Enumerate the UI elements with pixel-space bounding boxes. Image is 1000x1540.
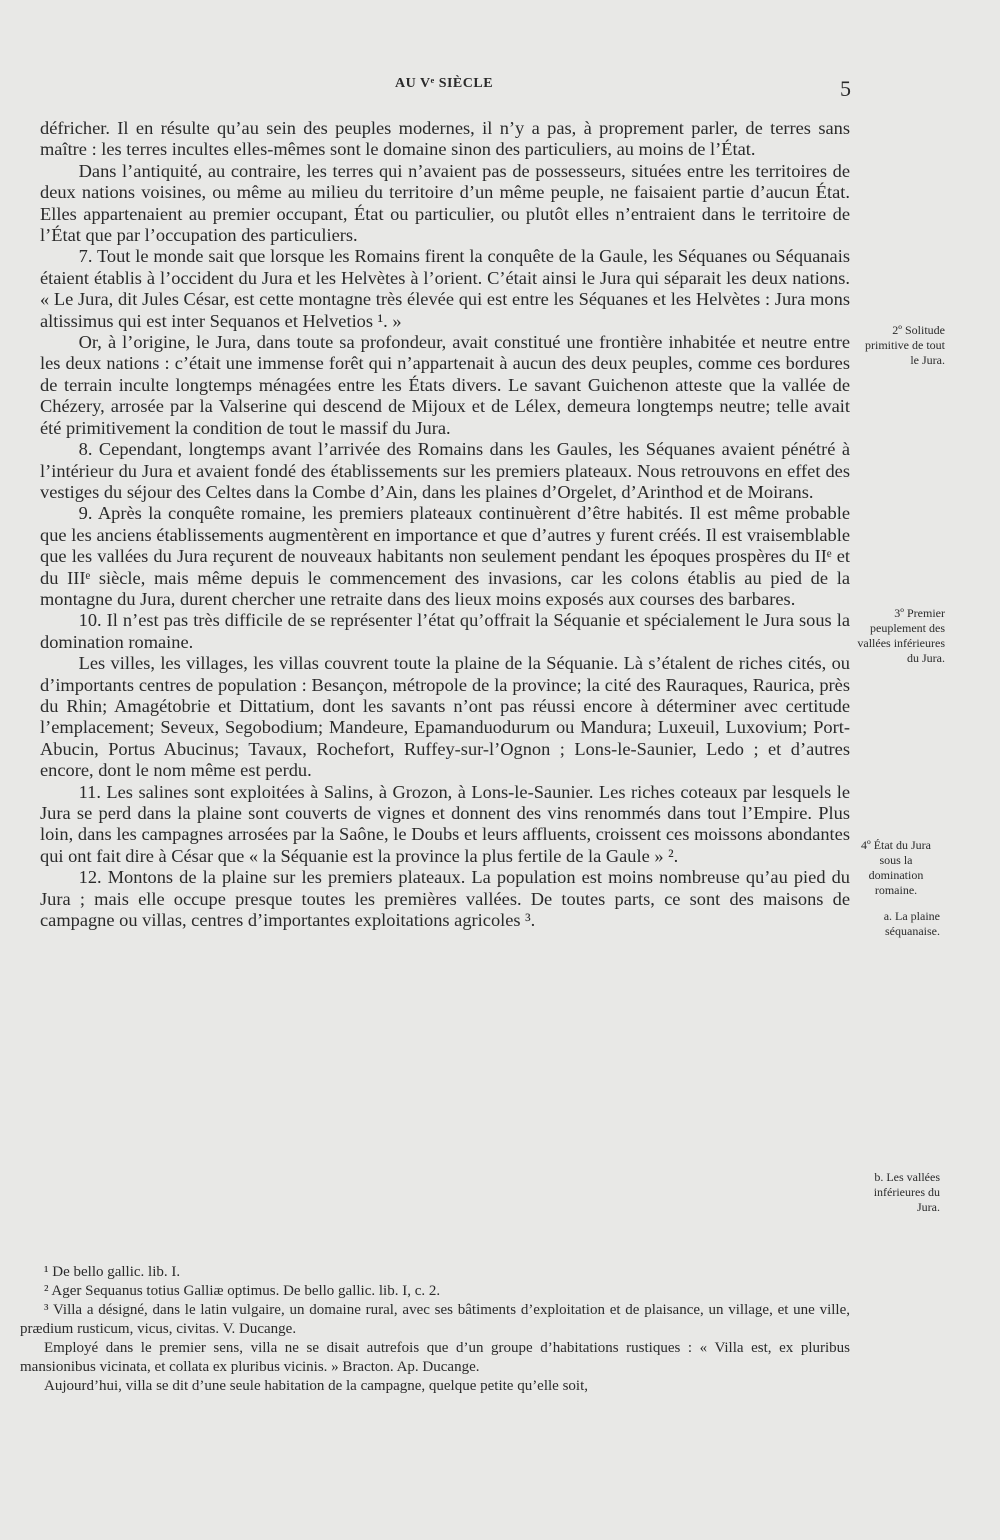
footnote: ² Ager Sequanus totius Galliæ optimus. De bello gallic. lib. I, c. 2.	[44, 1283, 441, 1299]
paragraph: défricher. Il en résulte qu’au sein des peuples modernes, il n’y a pas, à proprement parler, de terres sans maître : les terres incultes elles-mêmes sont le domaine sinon des particuliers, au moins de l’État.	[40, 118, 850, 160]
paragraph: Les villes, les villages, les villas couvrent toute la plaine de la Séquanie. Là s’étalent de riches cités, ou d’importants centres de population : Besançon, métropole de la province; la cité des Rauraques, Raurica, près du Rhin; Amagétobrie et Dittatium, dont les savants n’ont pas réussi encore à déterminer avec certitude l’emplacement; Seveux, Segobodium; Mandeure, Epamanduodurum ou Mandura; Luxeuil, Luxovium; Port-Abucin, Portus Abucinus; Tavaux, Rochefort, Ruffey-sur-l’Ognon ; Lons-le-Saunier, Ledo ; et d’autres encore, dont le nom même est perdu.	[40, 653, 850, 781]
margin-note-solitude: 2º Solitude primitive de tout le Jura.	[865, 323, 945, 367]
page-number: 5	[840, 76, 851, 101]
paragraph: 8. Cependant, longtemps avant l’arrivée des Romains dans les Gaules, les Séquanes avaient pénétré à l’intérieur du Jura et avaient fondé des établissements sur les premiers plateaux. Nous retrouvons en effet des vestiges du séjour des Celtes dans la Combe d’Ain, dans les plaines d’Orgelet, d’Arinthod et de Moirans.	[40, 439, 850, 502]
main-text	[40, 118, 850, 931]
margin-note-vallees: b. Les vallées inférieures du Jura.	[873, 1170, 940, 1214]
footnote: ¹ De bello gallic. lib. I.	[44, 1264, 181, 1280]
footnote: ³ Villa a désigné, dans le latin vulgaire, un domaine rural, avec ses bâtiments d’exploitation et de plaisance, un village, et une ville, prædium rusticum, vicus, civitas. V. Ducange.	[20, 1302, 850, 1337]
margin-note-peuplement: 3º Premier peuplement des vallées inférieures du Jura.	[857, 606, 945, 665]
margin-note-plaine: a. La plaine séquanaise.	[883, 909, 940, 938]
paragraph: Dans l’antiquité, au contraire, les terres qui n’avaient pas de possesseurs, situées entre les territoires de deux nations voisines, ou même au milieu du territoire d’un même peuple, ne faisaient partie d’aucun État. Elles appartenaient au premier occupant, État ou particulier, ou plutôt elles n’entraient dans le territoire de l’État que par l’occupation des particuliers.	[40, 160, 850, 246]
paragraph: 9. Après la conquête romaine, les premiers plateaux continuèrent d’être habités. Il est même probable que les anciens établissements augmentèrent en importance et que d’autres y furent créés. Il est vraisemblable que les vallées du Jura reçurent de nouveaux habitants non seulement pendant les époques prospères du IIᵉ et du IIIᵉ siècle, mais même depuis le commencement des invasions, car les colons établis au pied de la montagne du Jura, durent chercher une retraite dans des lieux moins exposés aux courses des barbares.	[40, 503, 850, 609]
footnote: Aujourd’hui, villa se dit d’une seule habitation de la campagne, quelque petite qu’elle soit,	[44, 1378, 589, 1394]
footnotes	[20, 1263, 850, 1396]
paragraph: 10. Il n’est pas très difficile de se représenter l’état qu’offrait la Séquanie et spécialement le Jura sous la domination romaine.	[40, 610, 850, 652]
paragraph: 12. Montons de la plaine sur les premiers plateaux. La population est moins nombreuse qu’au pied du Jura ; mais elle occupe presque toutes les premières vallées. De toutes parts, ce sont des maisons de campagne ou villas, centres d’importantes exploitations agricoles ³.	[40, 867, 850, 931]
paragraph: 7. Tout le monde sait que lorsque les Romains firent la conquête de la Gaule, les Séquanes ou Séquanais étaient établis à l’occident du Jura et les Helvètes à l’orient. C’était ainsi le Jura qui séparait les deux nations. « Le Jura, dit Jules César, est cette montagne très élevée qui est entre les Séquanes et les Helvètes : Jura mons altissimus qui est inter Sequanos et Helvetios ¹. »	[40, 246, 850, 331]
footnote: Employé dans le premier sens, villa ne se disait autrefois que d’un groupe d’habitations rustiques : « Villa est, ex pluribus mansionibus vicinata, et collata ex pluribus vicinis. » Bracton. Ap. Ducange.	[20, 1340, 850, 1375]
paragraph: Or, à l’origine, le Jura, dans toute sa profondeur, avait constitué une frontière inhabitée et neutre entre les deux nations : c’était une immense forêt qui n’appartenait à aucun des deux peuples, comme ces bordures de terrain inculte longtemps ménagées entre les États divers. Le savant Guichenon atteste que la vallée de Chézery, arrosée par la Valserine qui descend de Mijoux et de Lélex, demeura longtemps neutre; telle avait été primitivement la condition de tout le massif du Jura.	[40, 332, 850, 438]
paragraph: 11. Les salines sont exploitées à Salins, à Grozon, à Lons-le-Saunier. Les riches coteaux par lesquels le Jura se perd dans la plaine sont couverts de vignes et donnent des vins renommés dans tout l’Empire. Plus loin, dans les campagnes arrosées par la Saône, le Doubs et leurs affluents, croissent ces moissons abondantes qui ont fait dire à César que « la Séquanie est la province la plus fertile de la Gaule » ².	[40, 781, 850, 866]
running-title: AU Vᵉ SIÈCLE	[395, 76, 494, 91]
margin-note-etat: 4º État du Jura sous la domination romaine.	[860, 838, 932, 897]
